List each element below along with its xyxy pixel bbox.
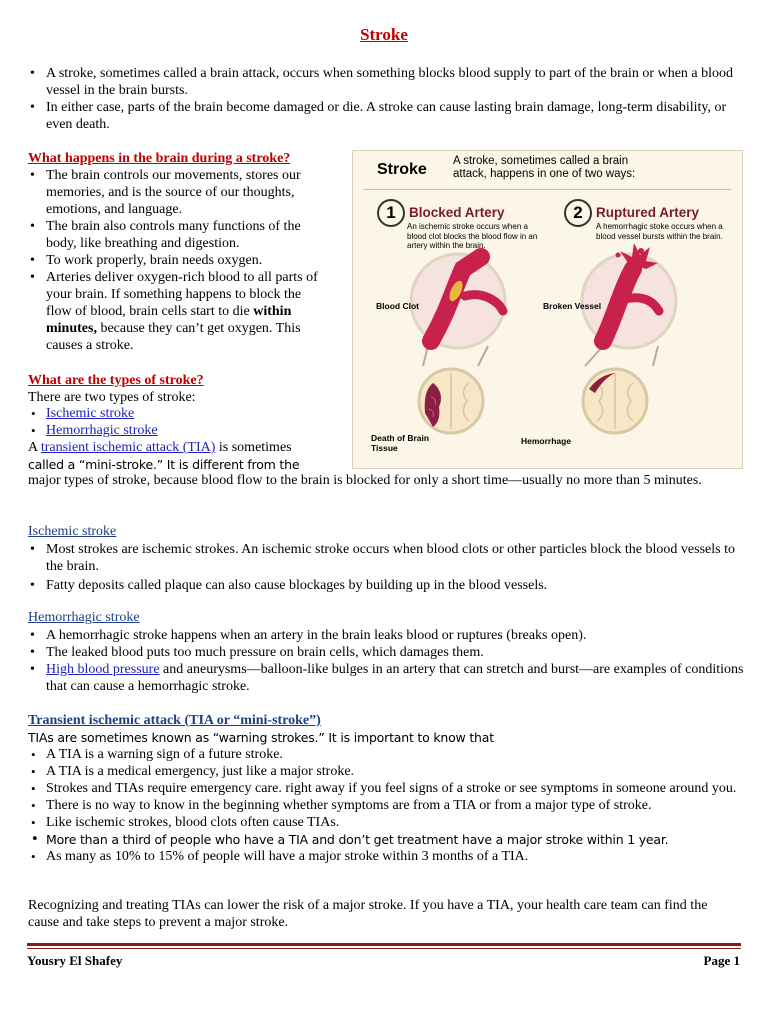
intro-list xyxy=(0,65,745,133)
ischemic-list xyxy=(0,541,745,594)
figure-subtitle: A stroke, sometimes called a brain attack, happens in one of two ways: xyxy=(453,155,636,180)
hemorrhagic-item: • A hemorrhagic stroke happens when an artery in the brain leaks blood or ruptures (breaks open). xyxy=(0,627,745,644)
list-item xyxy=(0,405,320,422)
panel1-description: An ischemic stroke occurs when a blood clot blocks the blood flow in an artery within the brain. xyxy=(407,222,538,250)
link-hemorrhagic-stroke[interactable]: Hemorrhagic stroke xyxy=(46,423,158,438)
tia-item: • Strokes and TIAs require emergency care. right away if you feel signs of a stroke or see symptoms in someone around you. xyxy=(0,780,745,797)
page-title: Stroke xyxy=(360,25,408,44)
panel2-number: 2 xyxy=(573,203,583,222)
tia-note-line1 xyxy=(28,439,348,456)
text: and aneurysms—balloon-like bulges in an artery that can stretch and burst—are examples of conditions that can cause a hemorrhagic stroke. xyxy=(46,662,744,694)
panel1-number: 1 xyxy=(386,203,396,222)
tia-intro: TIAs are sometimes known as “warning strokes.” It is important to know that xyxy=(28,730,494,745)
footer-page-number: Page 1 xyxy=(703,953,740,968)
panel2-heading: Ruptured Artery xyxy=(596,205,700,220)
label-broken-vessel: Broken Vessel xyxy=(543,301,602,311)
label-death-of-brain-tissue: Death of Brain Tissue xyxy=(371,433,430,453)
tia-list xyxy=(0,746,745,865)
what-happens-item: • The brain controls our movements, stores our memories, and is the source of our thoughts, emotions, and language. xyxy=(0,167,330,218)
what-happens-item-oxygen xyxy=(0,269,330,354)
tia-item: • A TIA is a medical emergency, just like a major stroke. xyxy=(0,763,745,780)
tia-item: • There is no way to know in the beginning whether symptoms are from a TIA or from a major type of stroke. xyxy=(0,797,745,814)
figure-title: Stroke xyxy=(377,161,427,178)
tia-item: • Like ischemic strokes, blood clots often cause TIAs. xyxy=(0,814,745,831)
hemorrhagic-item-hbp xyxy=(0,661,745,695)
bold-text: within minutes, xyxy=(46,304,292,336)
panel2-description: A hemorrhagic stoke occurs when a blood vessel bursts within the brain. xyxy=(596,222,723,241)
link-ischemic-stroke[interactable]: Ischemic stroke xyxy=(46,406,135,421)
hemorrhagic-list xyxy=(0,627,745,695)
section-heading-ischemic: Ischemic stroke xyxy=(28,524,117,539)
text: Arteries deliver oxygen-rich blood to all parts of your brain. If something happens to block the flow of blood, brain cells start to die xyxy=(46,270,318,319)
text: is sometimes xyxy=(218,440,292,455)
what-happens-list xyxy=(0,167,330,354)
types-links xyxy=(0,405,320,439)
list-item xyxy=(0,422,320,439)
tia-note-line2: called a “mini-stroke.” It is different from the xyxy=(28,457,300,472)
text: A xyxy=(28,440,38,455)
label-blood-clot: Blood Clot xyxy=(376,301,419,311)
section-heading-hemorrhagic: Hemorrhagic stroke xyxy=(28,610,140,625)
tia-item: • More than a third of people who have a TIA and don’t get treatment have a major stroke within 1 year. xyxy=(0,831,745,848)
tia-note-rest: major types of stroke, because blood flow to the brain is blocked for only a short time—usually no more than 5 minutes. xyxy=(28,473,702,488)
link-tia[interactable]: transient ischemic attack (TIA) xyxy=(40,440,216,455)
section-heading-tia: Transient ischemic attack (TIA or “mini-stroke”) xyxy=(28,713,321,728)
footer-rule-thin xyxy=(27,948,741,949)
link-high-blood-pressure[interactable]: High blood pressure xyxy=(46,662,160,677)
ischemic-item: • Most strokes are ischemic strokes. An ischemic stroke occurs when blood clots or other particles block the blood vessels to the brain. xyxy=(0,541,745,575)
footer-author: Yousry El Shafey xyxy=(27,953,123,968)
footer-rule xyxy=(27,943,741,946)
section-heading-what-happens: What happens in the brain during a stroke? xyxy=(28,151,291,166)
text: because they can’t get oxygen. This causes a stroke. xyxy=(46,321,301,353)
intro-item: • A stroke, sometimes called a brain attack, occurs when something blocks blood supply to part of the brain or when a blood vessel in the brain bursts. xyxy=(0,65,745,99)
what-happens-item: • The brain also controls many functions of the body, like breathing and digestion. xyxy=(0,218,330,252)
intro-item: • In either case, parts of the brain become damaged or die. A stroke can cause lasting brain damage, long-term disability, or even death. xyxy=(0,99,745,133)
panel1-heading: Blocked Artery xyxy=(409,205,505,220)
label-hemorrhage: Hemorrhage xyxy=(521,436,572,446)
tia-item: • A TIA is a warning sign of a future stroke. xyxy=(0,746,745,763)
tia-item: • As many as 10% to 15% of people will have a major stroke within 3 months of a TIA. xyxy=(0,848,745,865)
hemorrhagic-item: • The leaked blood puts too much pressure on brain cells, which damages them. xyxy=(0,644,745,661)
types-intro: There are two types of stroke: xyxy=(28,390,196,405)
tia-closing: Recognizing and treating TIAs can lower the risk of a major stroke. If you have a TIA, your health care team can find the cause and take steps to prevent a major stroke. xyxy=(28,898,708,930)
stroke-figure xyxy=(352,150,743,469)
section-heading-types: What are the types of stroke? xyxy=(28,373,204,388)
ischemic-item: • Fatty deposits called plaque can also cause blockages by building up in the blood vessels. xyxy=(0,577,745,594)
what-happens-item: • To work properly, brain needs oxygen. xyxy=(0,252,330,269)
